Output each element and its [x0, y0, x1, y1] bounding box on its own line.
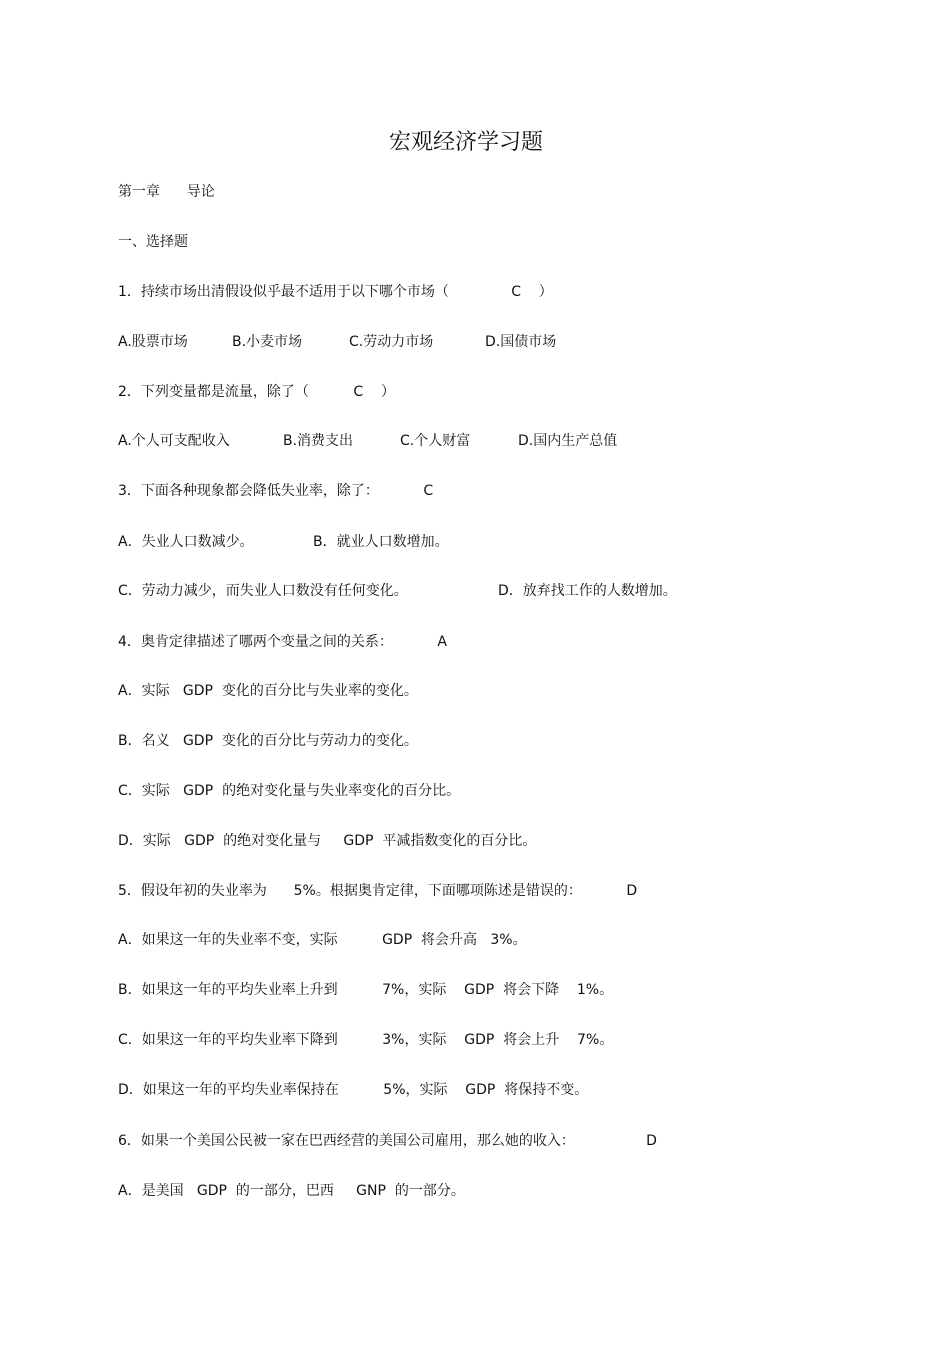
question-1-option-d: D.国债市场: [485, 334, 557, 350]
question-5-option-c: C．如果这一年的平均失业率下降到 3%，实际 GDP 将会上升 7%。: [118, 1032, 614, 1048]
question-3-options-cd: [118, 581, 677, 601]
question-6-stem: 6．如果一个美国公民被一家在巴西经营的美国公司雇用，那么她的收入： D: [118, 1133, 657, 1149]
question-4-option-b: B．名义 GDP 变化的百分比与劳动力的变化。: [118, 733, 418, 749]
question-3-stem: 3．下面各种现象都会降低失业率，除了： C: [118, 483, 434, 499]
question-1-option-c: C.劳动力市场: [349, 334, 434, 350]
question-4-option-a: A．实际 GDP 变化的百分比与失业率的变化。: [118, 683, 418, 699]
section-heading: 一、选择题: [118, 234, 188, 250]
question-3-option-d: D．放弃找工作的人数增加。: [498, 583, 677, 599]
question-4-stem: 4．奥肯定律描述了哪两个变量之间的关系： A: [118, 634, 447, 650]
question-5-option-b: B．如果这一年的平均失业率上升到 7%，实际 GDP 将会下降 1%。: [118, 982, 614, 998]
document-title: 宏观经济学习题: [388, 130, 543, 155]
question-3-option-b: B．就业人口数增加。: [313, 534, 449, 550]
question-3-option-c: C．劳动力减少，而失业人口数没有任何变化。: [118, 583, 408, 599]
question-2-option-b: B.消费支出: [283, 433, 354, 449]
question-1-stem: 1．持续市场出清假设似乎最不适用于以下哪个市场（ C ）: [118, 284, 553, 300]
question-3-option-a: A．失业人口数减少。: [118, 534, 254, 550]
question-5-stem: 5．假设年初的失业率为 5%。根据奥肯定律，下面哪项陈述是错误的： D: [118, 883, 638, 899]
question-4-option-d: D．实际 GDP 的绝对变化量与 GDP 平减指数变化的百分比。: [118, 833, 537, 849]
question-1-option-a: A.股票市场: [118, 334, 188, 350]
question-1-options: [118, 332, 557, 352]
question-2-stem: 2．下列变量都是流量，除了（ C ）: [118, 384, 395, 400]
question-4-option-c: C．实际 GDP 的绝对变化量与失业率变化的百分比。: [118, 783, 461, 799]
question-2-option-c: C.个人财富: [400, 433, 471, 449]
question-1-option-b: B.小麦市场: [232, 334, 303, 350]
question-5-option-d: D．如果这一年的平均失业率保持在 5%，实际 GDP 将保持不变。: [118, 1082, 589, 1098]
question-2-option-a: A.个人可支配收入: [118, 433, 230, 449]
question-5-option-a: A．如果这一年的失业率不变，实际 GDP 将会升高 3%。: [118, 932, 527, 948]
question-2-options: [118, 431, 618, 451]
question-2-option-d: D.国内生产总值: [518, 433, 618, 449]
question-3-options-ab: [118, 532, 449, 552]
question-6-option-a: A．是美国 GDP 的一部分，巴西 GNP 的一部分。: [118, 1183, 465, 1199]
chapter-heading: 第一章 导论: [118, 184, 215, 200]
